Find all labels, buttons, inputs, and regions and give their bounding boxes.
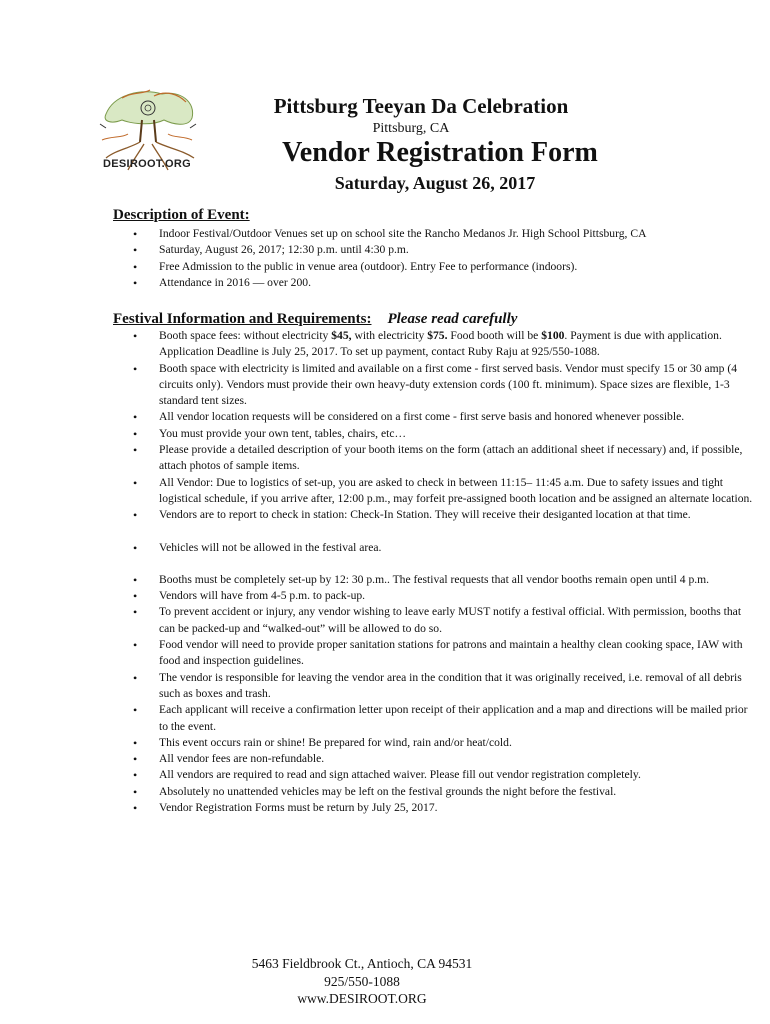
fee-food-booth: $100 xyxy=(541,329,565,342)
list-item: • Saturday, August 26, 2017; 12:30 p.m. until 4:30 p.m. xyxy=(113,242,753,258)
form-title: Vendor Registration Form xyxy=(282,137,598,168)
list-item: • Vehicles will not be allowed in the festival area. xyxy=(113,540,753,556)
footer-website: www.DESIROOT.ORG xyxy=(297,991,427,1006)
list-item: • Booth space fees: without electricity $45, with electricity $75. Food booth will be $100. Payment is due with application. Application Deadline is July 25, 2017. To set up payment, contact Ruby Raju at 925/550-1088. xyxy=(113,328,753,361)
list-item: • This event occurs rain or shine! Be prepared for wind, rain and/or heat/cold. xyxy=(113,735,753,751)
list-item: • Indoor Festival/Outdoor Venues set up on school site the Rancho Medanos Jr. High School Pittsburg, CA xyxy=(113,226,753,242)
list-item: • The vendor is responsible for leaving the vendor area in the condition that it was originally received, i.e. removal of all debris such as boxes and trash. xyxy=(113,670,753,703)
event-date: Saturday, August 26, 2017 xyxy=(334,173,536,193)
footer-contact xyxy=(0,955,724,1008)
list-item: • Booths must be completely set-up by 12: 30 p.m.. The festival requests that all vendor booths remain open until 4 p.m. xyxy=(113,572,753,588)
list-item: • Free Admission to the public in venue area (outdoor). Entry Fee to performance (indoors). xyxy=(113,259,753,275)
footer-address: 5463 Fieldbrook Ct., Antioch, CA 94531 xyxy=(251,956,473,971)
list-item: • All Vendor: Due to logistics of set-up, you are asked to check in between 11:15– 11:45 a.m. Due to safety issues and tight logistical schedule, if you arrive after, 12:00 p.m., may forfeit pre-assigned booth location and be assigned an alternate location. xyxy=(113,475,753,508)
fee-no-electricity: $45, xyxy=(331,329,352,342)
logo-text: DESIROOT.ORG xyxy=(103,158,191,170)
list-item: • Each applicant will receive a confirmation letter upon receipt of their application and a map and directions will be mailed prior to the event. xyxy=(113,702,753,735)
list-item: • All vendor location requests will be considered on a first come - first serve basis and honored whenever possible. xyxy=(113,409,753,425)
list-item: • All vendor fees are non-refundable. xyxy=(113,751,753,767)
list-item: • Please provide a detailed description of your booth items on the form (attach an additional sheet if necessary) and, if possible, attach photos of sample items. xyxy=(113,442,753,475)
list-item: • To prevent accident or injury, any vendor wishing to leave early MUST notify a festival official. With permission, booths that can be packed-up and “walked-out” will be allowed to do so. xyxy=(113,604,753,637)
description-list xyxy=(113,226,753,291)
list-item: • Food vendor will need to provide proper sanitation stations for patrons and maintain a healthy clean cooking space, IAW with food and inspection guidelines. xyxy=(113,637,753,670)
requirements-heading: Festival Information and Requirements: Please read carefully xyxy=(113,311,518,327)
list-item: • Vendors will have from 4-5 p.m. to pack-up. xyxy=(113,588,753,604)
list-item: • Attendance in 2016 — over 200. xyxy=(113,275,753,291)
list-item: • You must provide your own tent, tables, chairs, etc… xyxy=(113,426,753,442)
list-item: • All vendors are required to read and sign attached waiver. Please fill out vendor registration completely. xyxy=(113,767,753,783)
list-item: • Vendor Registration Forms must be return by July 25, 2017. xyxy=(113,800,753,816)
list-item: • Booth space with electricity is limited and available on a first come - first served basis. Vendor must specify 15 or 30 amp (4 circuits only). Vendors must provide their own heavy-duty extension cords (100 ft. minimum). Space sizes are flexible, 1-3 standard tent sizes. xyxy=(113,361,753,410)
event-title: Pittsburg Teeyan Da Celebration xyxy=(273,94,569,118)
fee-with-electricity: $75. xyxy=(427,329,448,342)
requirements-list xyxy=(113,328,753,816)
description-heading: Description of Event: xyxy=(113,207,250,223)
list-item: • Absolutely no unattended vehicles may be left on the festival grounds the night before the festival. xyxy=(113,784,753,800)
list-item: • Vendors are to report to check in station: Check-In Station. They will receive their desiganted location at that time. xyxy=(113,507,753,523)
read-carefully-note: Please read carefully xyxy=(387,311,518,327)
event-city: Pittsburg, CA xyxy=(372,121,450,136)
footer-phone: 925/550-1088 xyxy=(324,973,400,989)
